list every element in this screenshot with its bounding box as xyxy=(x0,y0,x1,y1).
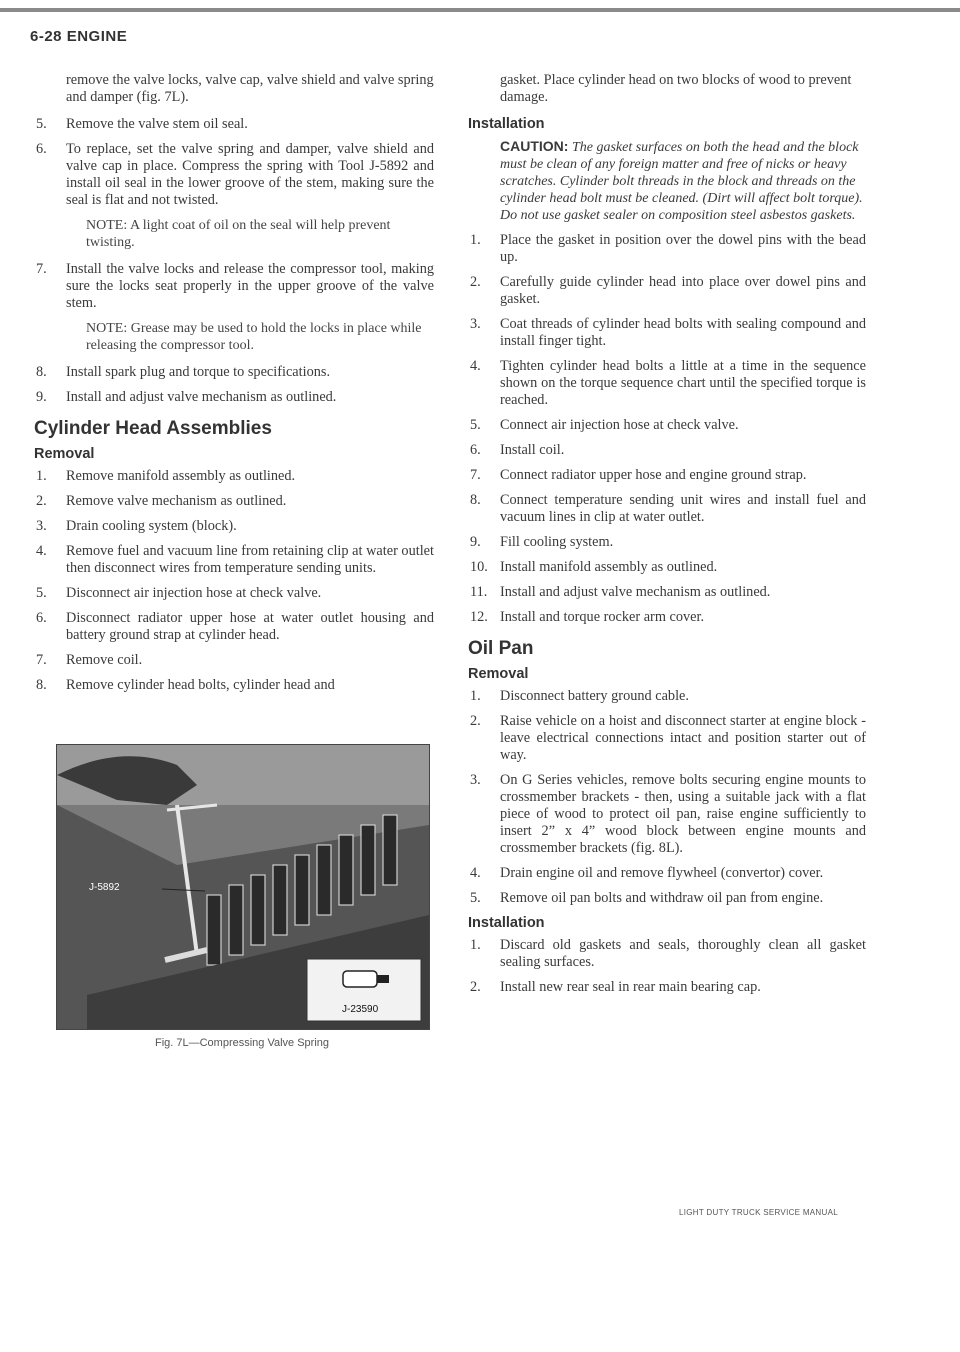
step-number: 8. xyxy=(36,677,47,693)
step-list xyxy=(468,688,866,907)
right-column xyxy=(468,72,866,1004)
step-text: Install the valve locks and release the compressor tool, making sure the locks seat properly in the upper groove of the valve stem. xyxy=(66,261,434,311)
step-text: Tighten cylinder head bolts a little at a time in the sequence shown on the torque sequence chart until the specified torque is reached. xyxy=(500,358,866,408)
step-text: Install and torque rocker arm cover. xyxy=(500,609,705,625)
step-item xyxy=(34,261,434,312)
step-list xyxy=(468,232,866,626)
step-item xyxy=(468,584,866,601)
step-text: Place the gasket in position over the dowel pins with the bead up. xyxy=(500,232,866,265)
step-number: 5. xyxy=(470,417,481,433)
step-number: 2. xyxy=(36,493,47,509)
note: NOTE: Grease may be used to hold the locks in place while releasing the compressor tool. xyxy=(86,321,422,353)
subsection-title: Removal xyxy=(34,446,95,462)
step-item xyxy=(468,979,866,996)
step-text: Install and adjust valve mechanism as outlined. xyxy=(66,389,337,405)
step-list xyxy=(34,468,434,694)
step-text: Remove the valve stem oil seal. xyxy=(66,116,248,132)
section-title: Cylinder Head Assemblies xyxy=(34,418,272,439)
step-item xyxy=(34,141,434,209)
step-number: 10. xyxy=(470,559,488,575)
step-number: 12. xyxy=(470,609,488,625)
step-item xyxy=(34,364,434,381)
step-number: 5. xyxy=(470,890,481,906)
step-item xyxy=(34,116,434,133)
page-header: 6-28 ENGINE xyxy=(30,28,128,45)
step-item xyxy=(34,518,434,535)
caution-text: The gasket surfaces on both the head and the block must be clean of any foreign matter and free of nicks or heavy scratches. Cylinder bolt threads in the block and threads on the cylinder head bolt must be cleaned. (Dirt will affect bolt torque). Do not use gasket sealer on composition steel asbestos gaskets. xyxy=(500,140,863,223)
step-number: 7. xyxy=(36,261,47,277)
step-text: Carefully guide cylinder head into place over dowel pins and gasket. xyxy=(500,274,866,307)
step-item xyxy=(468,492,866,526)
step-text: Remove manifold assembly as outlined. xyxy=(66,468,296,484)
step-text: Disconnect air injection hose at check valve. xyxy=(66,585,322,601)
step-number: 8. xyxy=(36,364,47,380)
step-text: Install new rear seal in rear main bearing cap. xyxy=(500,979,761,995)
step-number: 5. xyxy=(36,116,47,132)
step-text: Remove coil. xyxy=(66,652,143,668)
step-item xyxy=(34,585,434,602)
step-number: 6. xyxy=(36,141,47,157)
step-text: On G Series vehicles, remove bolts securing engine mounts to crossmember brackets - then, using a suitable jack with a flat piece of wood to protect oil pan, raise engine sufficiently to insert 2” x 4” wood block between engine mounts and crossmember brackets (fig. 8L). xyxy=(500,772,866,856)
caution-label: CAUTION: xyxy=(500,138,569,154)
step-item xyxy=(468,442,866,459)
step-number: 4. xyxy=(470,358,481,374)
step-number: 6. xyxy=(36,610,47,626)
step-text: Coat threads of cylinder head bolts with sealing compound and install finger tight. xyxy=(500,316,866,349)
figure-caption: Fig. 7L—Compressing Valve Spring xyxy=(154,1037,330,1049)
step-number: 5. xyxy=(36,585,47,601)
step-text: Disconnect radiator upper hose at water outlet housing and battery ground strap at cylinder head. xyxy=(66,610,434,643)
intro-paragraph: gasket. Place cylinder head on two blocks of wood to prevent damage. xyxy=(500,72,852,105)
tool-label-j5892: J-5892 xyxy=(89,882,120,893)
step-list xyxy=(468,937,866,996)
step-number: 9. xyxy=(36,389,47,405)
figure-photo xyxy=(56,744,430,1030)
step-number: 1. xyxy=(470,232,481,248)
step-item xyxy=(34,493,434,510)
step-number: 2. xyxy=(470,713,481,729)
step-text: To replace, set the valve spring and damper, valve shield and valve cap in place. Compress the spring with Tool J-5892 and install oil seal in the lower groove of the stem, making sure the seal is flat and not twisted. xyxy=(66,141,434,208)
step-number: 2. xyxy=(470,274,481,290)
step-text: Raise vehicle on a hoist and disconnect starter at engine block - leave electrical connections intact and position starter out of way. xyxy=(500,713,866,763)
step-item xyxy=(34,543,434,577)
step-number: 4. xyxy=(470,865,481,881)
step-item xyxy=(468,534,866,551)
step-item xyxy=(468,559,866,576)
step-text: Disconnect battery ground cable. xyxy=(500,688,689,704)
step-number: 3. xyxy=(470,772,481,788)
step-item xyxy=(468,609,866,626)
step-number: 1. xyxy=(470,937,481,953)
top-rule xyxy=(0,8,960,12)
step-list xyxy=(34,116,434,209)
step-number: 11. xyxy=(470,584,488,600)
step-item xyxy=(468,713,866,764)
step-item xyxy=(468,865,866,882)
step-item xyxy=(468,937,866,971)
left-column xyxy=(34,72,434,702)
step-item xyxy=(34,677,434,694)
step-text: Install manifold assembly as outlined. xyxy=(500,559,718,575)
subsection-title: Removal xyxy=(468,666,529,682)
step-text: Install coil. xyxy=(500,442,565,458)
intro-paragraph: remove the valve locks, valve cap, valve shield and valve spring and damper (fig. 7L). xyxy=(66,72,434,105)
step-item xyxy=(468,417,866,434)
step-text: Install spark plug and torque to specifications. xyxy=(66,364,331,380)
step-item xyxy=(468,316,866,350)
note: NOTE: A light coat of oil on the seal will help prevent twisting. xyxy=(86,218,391,250)
tool-label-j23590: J-23590 xyxy=(342,1004,379,1015)
step-text: Connect air injection hose at check valve. xyxy=(500,417,739,433)
step-item xyxy=(468,890,866,907)
step-number: 7. xyxy=(36,652,47,668)
caution-paragraph xyxy=(500,138,866,224)
step-number: 3. xyxy=(36,518,47,534)
step-text: Remove oil pan bolts and withdraw oil pan from engine. xyxy=(500,890,824,906)
step-item xyxy=(468,232,866,266)
step-list xyxy=(34,364,434,406)
step-text: Drain engine oil and remove flywheel (convertor) cover. xyxy=(500,865,824,881)
step-item xyxy=(468,772,866,857)
step-item xyxy=(34,468,434,485)
step-number: 1. xyxy=(470,688,481,704)
step-number: 7. xyxy=(470,467,481,483)
step-number: 2. xyxy=(470,979,481,995)
step-text: Discard old gaskets and seals, thoroughly clean all gasket sealing surfaces. xyxy=(500,937,866,970)
step-number: 8. xyxy=(470,492,481,508)
step-text: Remove cylinder head bolts, cylinder head and xyxy=(66,677,335,693)
step-item xyxy=(468,274,866,308)
step-item xyxy=(34,652,434,669)
step-text: Remove valve mechanism as outlined. xyxy=(66,493,287,509)
step-text: Remove fuel and vacuum line from retaining clip at water outlet then disconnect wires from temperature sending units. xyxy=(66,543,434,576)
step-text: Fill cooling system. xyxy=(500,534,614,550)
step-number: 9. xyxy=(470,534,481,550)
step-number: 3. xyxy=(470,316,481,332)
step-item xyxy=(34,610,434,644)
step-text: Install and adjust valve mechanism as outlined. xyxy=(500,584,771,600)
subsection-title: Installation xyxy=(468,915,545,931)
section-title: Oil Pan xyxy=(468,638,534,659)
step-item xyxy=(468,358,866,409)
step-number: 6. xyxy=(470,442,481,458)
step-text: Connect radiator upper hose and engine ground strap. xyxy=(500,467,807,483)
page-footer: LIGHT DUTY TRUCK SERVICE MANUAL xyxy=(679,1208,838,1217)
step-text: Connect temperature sending unit wires and install fuel and vacuum lines in clip at water outlet. xyxy=(500,492,866,525)
step-item xyxy=(468,688,866,705)
step-item xyxy=(34,389,434,406)
step-text: Drain cooling system (block). xyxy=(66,518,237,534)
step-item xyxy=(468,467,866,484)
step-number: 4. xyxy=(36,543,47,559)
subsection-title: Installation xyxy=(468,116,545,132)
step-number: 1. xyxy=(36,468,47,484)
